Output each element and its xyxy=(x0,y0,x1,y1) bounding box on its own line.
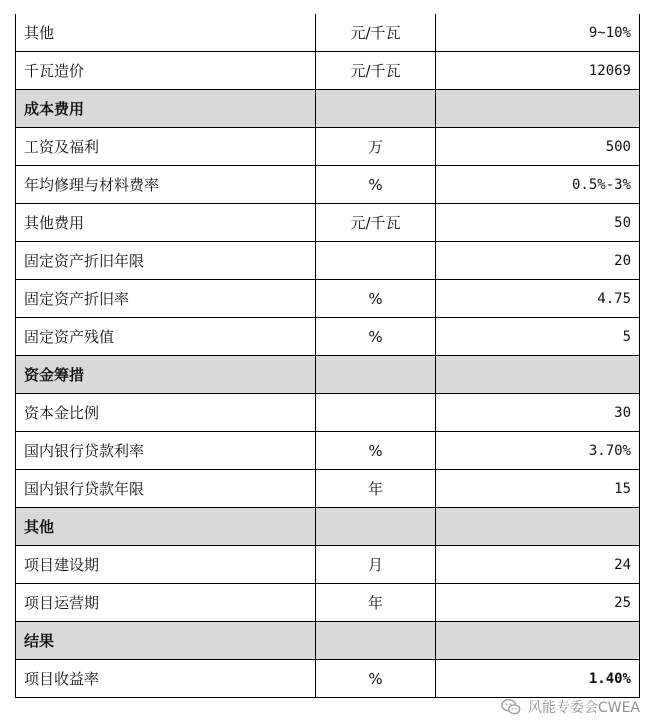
watermark-text: 风能专委会CWEA xyxy=(527,700,640,716)
row-value xyxy=(436,622,639,659)
section-label: 结果 xyxy=(16,622,316,659)
row-unit xyxy=(316,356,436,393)
row-value: 12069 xyxy=(588,62,631,79)
row-label: 固定资产折旧年限 xyxy=(16,242,316,279)
row-label: 固定资产折旧率 xyxy=(16,280,316,317)
row-value xyxy=(436,356,639,393)
row-unit: 元/千瓦 xyxy=(316,14,436,51)
row-unit xyxy=(316,622,436,659)
row-value: 0.5%-3% xyxy=(571,176,631,193)
row-value: 15 xyxy=(614,480,631,497)
row-unit: 万 xyxy=(316,128,436,165)
row-label: 其他费用 xyxy=(16,204,316,241)
row-unit: 元/千瓦 xyxy=(316,204,436,241)
row-label: 固定资产残值 xyxy=(16,318,316,355)
row-unit: % xyxy=(316,432,436,469)
table-row xyxy=(16,204,639,242)
row-unit: 月 xyxy=(316,546,436,583)
row-label: 年均修理与材料费率 xyxy=(16,166,316,203)
row-label: 项目收益率 xyxy=(16,660,316,697)
table-row xyxy=(16,128,639,166)
row-unit xyxy=(316,90,436,127)
row-label: 其他 xyxy=(16,14,316,51)
row-label: 资本金比例 xyxy=(16,394,316,431)
table-row xyxy=(16,280,639,318)
row-value-result: 1.40% xyxy=(588,670,631,687)
row-value: 4.75 xyxy=(597,290,631,307)
table-row xyxy=(16,546,639,584)
row-value xyxy=(436,90,639,127)
section-row-other xyxy=(16,508,639,546)
row-label: 工资及福利 xyxy=(16,128,316,165)
section-row-financing xyxy=(16,356,639,394)
row-unit: % xyxy=(316,318,436,355)
row-unit: % xyxy=(316,660,436,697)
row-value: 5 xyxy=(622,328,631,345)
row-label: 项目建设期 xyxy=(16,546,316,583)
row-label: 国内银行贷款利率 xyxy=(16,432,316,469)
row-value: 25 xyxy=(614,594,631,611)
table-row xyxy=(16,660,639,698)
parameter-table xyxy=(15,14,640,698)
table-row xyxy=(16,470,639,508)
section-label: 资金筹措 xyxy=(16,356,316,393)
row-value: 9~10% xyxy=(588,24,631,41)
row-value xyxy=(436,508,639,545)
section-label: 成本费用 xyxy=(16,90,316,127)
table-row xyxy=(16,166,639,204)
row-value: 24 xyxy=(614,556,631,573)
table-row xyxy=(16,432,639,470)
table-row xyxy=(16,584,639,622)
row-value: 50 xyxy=(614,214,631,231)
table-row xyxy=(16,318,639,356)
row-unit: % xyxy=(316,280,436,317)
table-row xyxy=(16,14,639,52)
section-row-cost xyxy=(16,90,639,128)
row-unit xyxy=(316,508,436,545)
row-value: 3.70% xyxy=(588,442,631,459)
table-row xyxy=(16,242,639,280)
table-row xyxy=(16,52,639,90)
row-unit: 年 xyxy=(316,584,436,621)
row-value: 30 xyxy=(614,404,631,421)
wechat-icon xyxy=(500,696,522,718)
row-unit: 年 xyxy=(316,470,436,507)
row-label: 国内银行贷款年限 xyxy=(16,470,316,507)
row-unit xyxy=(316,242,436,279)
row-label: 项目运营期 xyxy=(16,584,316,621)
section-row-result xyxy=(16,622,639,660)
row-label: 千瓦造价 xyxy=(16,52,316,89)
section-label: 其他 xyxy=(16,508,316,545)
row-value: 500 xyxy=(605,138,631,155)
row-unit xyxy=(316,394,436,431)
row-value: 20 xyxy=(614,252,631,269)
table-row xyxy=(16,394,639,432)
row-unit: % xyxy=(316,166,436,203)
watermark xyxy=(500,696,640,718)
row-unit: 元/千瓦 xyxy=(316,52,436,89)
